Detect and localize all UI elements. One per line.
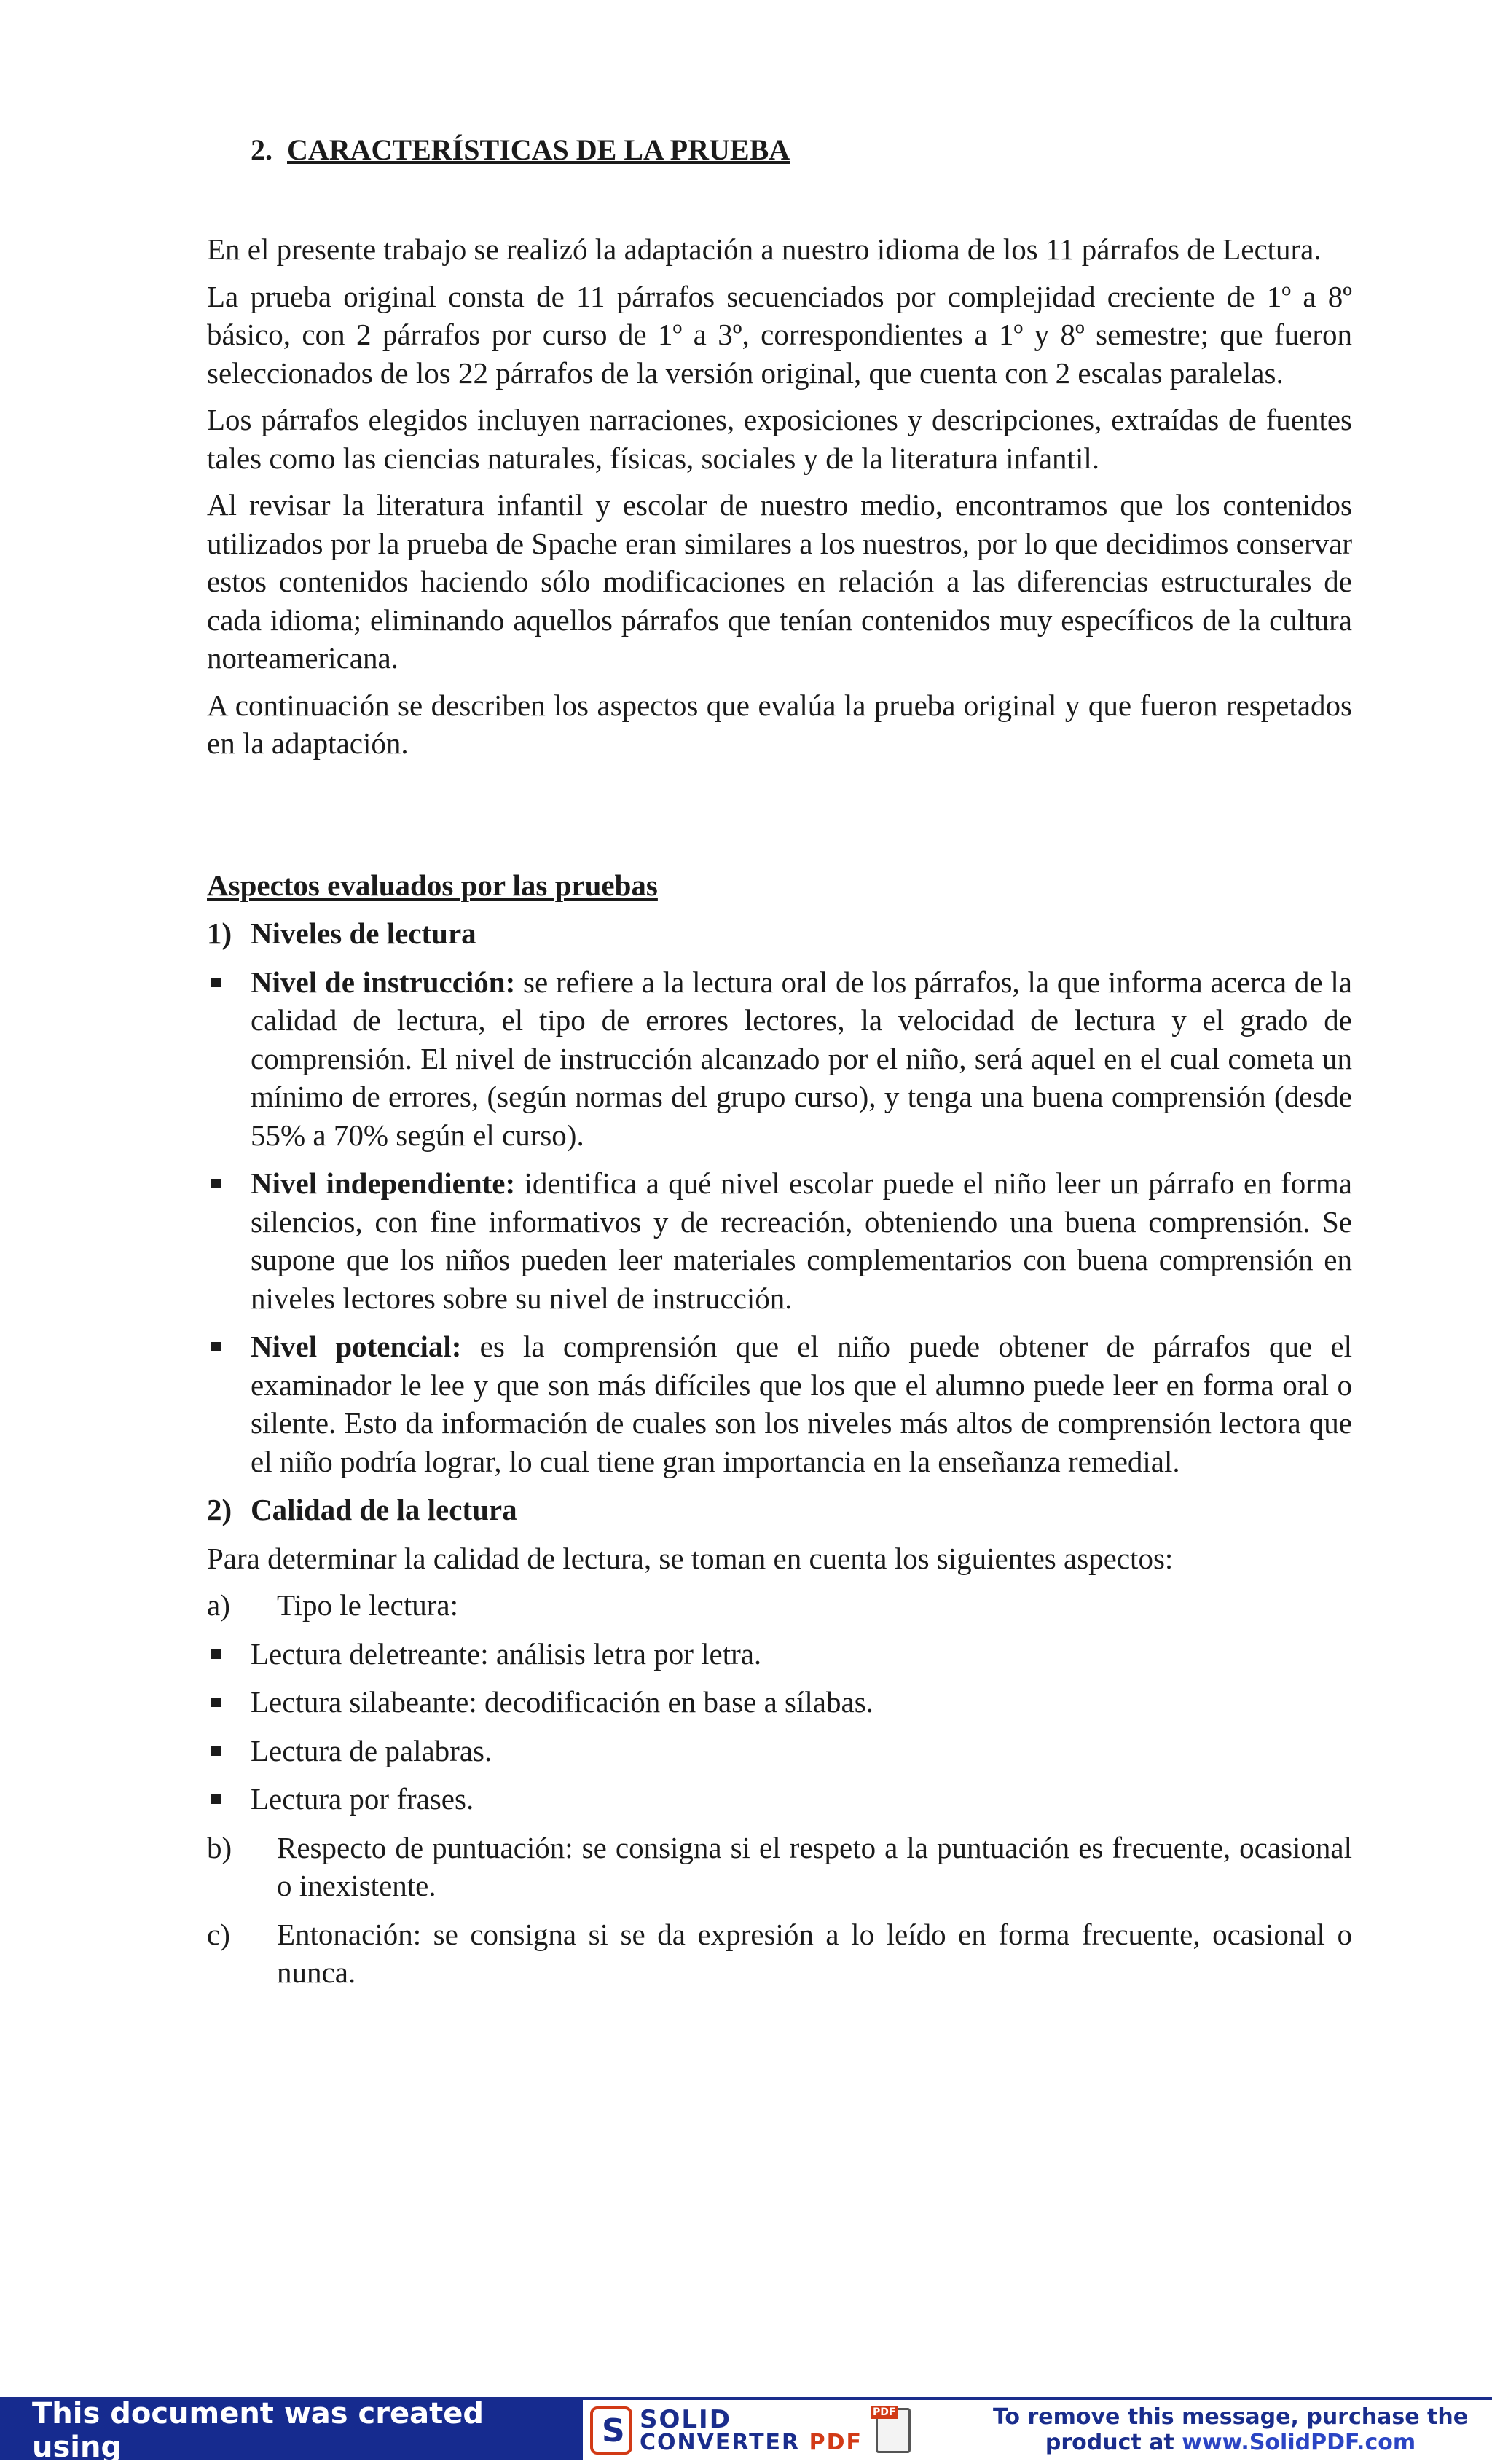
bullet-description: se refiere a la lectura oral de los párrafos, la que informa acerca de la calidad de lectura, el tipo de errores lectores, la velocidad de lectura y el grado de comprensión. El nivel de instrucción alcanzado por el niño, será aquel en el cual cometa un mínimo de errores, (según normas del grupo curso), y tenga una buena comprensión (desde 55% a 70% según el curso).: [251, 965, 1352, 1152]
bullet-text: [251, 1327, 1352, 1480]
list-item: [207, 963, 1352, 1155]
solidpdf-link[interactable]: www.SolidPDF.com: [1182, 2429, 1416, 2455]
logo-wordmark: [640, 2404, 863, 2455]
bullet-description: identifica a qué nivel escolar puede el niño leer un párrafo en forma silencios, con fine informativos y de recreación, obteniendo una buena comprensión. Se supone que los niños pueden leer materiales complementarios con buena comprensión en niveles lectores sobre su nivel de instrucción.: [251, 1166, 1352, 1315]
list-item: [207, 1780, 1352, 1818]
reading-type: Lectura por frases.: [251, 1782, 474, 1816]
alpha-item-a: [207, 1586, 1352, 1625]
bullet-term: Nivel potencial:: [251, 1330, 462, 1363]
reading-type: Lectura de palabras.: [251, 1733, 492, 1767]
banner-left-text: This document was created using: [0, 2400, 583, 2460]
solid-converter-logo[interactable]: [583, 2400, 969, 2460]
quality-intro: Para determinar la calidad de lectura, se toman en cuenta los siguientes aspectos:: [207, 1541, 1174, 1575]
logo-line1: SOLID: [640, 2404, 731, 2434]
banner-right-text: [969, 2400, 1492, 2460]
quality-title: Calidad de la lectura: [251, 1493, 517, 1526]
list-item: [207, 1327, 1352, 1480]
bullet-description: es la comprensión que el niño puede obtener de párrafos que el examinador le lee y que son más difíciles que los que el alumno puede leer en forma oral o silente. Esto da información de cuales son los niveles más altos de comprensión lectora que el niño podría lograr, lo cual tiene gran importancia en la enseñanza remedial.: [251, 1330, 1352, 1478]
banner-right-line2: [1045, 2430, 1416, 2456]
levels-number: 1): [207, 917, 232, 950]
bullet-square-icon: [207, 1635, 251, 1674]
intro-paragraph: En el presente trabajo se realizó la adaptación a nuestro idioma de los 11 párrafos de Lectura.: [207, 232, 1322, 266]
solid-logo-icon: [590, 2406, 632, 2455]
list-item: [207, 1683, 1352, 1722]
section-title: CARACTERÍSTICAS DE LA PRUEBA: [287, 133, 790, 166]
banner-right-line1: To remove this message, purchase the: [992, 2404, 1469, 2430]
section-number: 2.: [251, 133, 272, 166]
list-item: [207, 1635, 1352, 1674]
levels-title: Niveles de lectura: [251, 917, 476, 950]
alpha-text: Respecto de puntuación: se consigna si el respeto a la puntuación es frecuente, ocasional o inexistente.: [277, 1830, 1352, 1902]
alpha-item-b: [207, 1829, 1352, 1905]
list-item: [207, 1732, 1352, 1770]
logo-pdf: PDF: [809, 2429, 863, 2455]
bullet-square-icon: [207, 1780, 251, 1818]
reading-type: Lectura deletreante: análisis letra por letra.: [251, 1636, 762, 1671]
quality-heading: [207, 1491, 1352, 1529]
bullet-text: [251, 1164, 1352, 1317]
logo-line2: [640, 2429, 863, 2455]
section-heading: [251, 131, 1352, 169]
bullet-text: [251, 963, 1352, 1155]
quality-number: 2): [207, 1493, 232, 1526]
bullet-square-icon: [207, 963, 251, 1155]
banner-prefix: product at: [1045, 2429, 1182, 2455]
intro-paragraph: A continuación se describen los aspectos que evalúa la prueba original y que fueron respetados en la adaptación.: [207, 688, 1352, 760]
bullet-square-icon: [207, 1164, 251, 1317]
bullet-term: Nivel de instrucción:: [251, 965, 516, 999]
logo-converter: CONVERTER: [640, 2429, 801, 2455]
watermark-banner: [0, 2396, 1492, 2464]
intro-paragraph: Los párrafos elegidos incluyen narraciones, exposiciones y descripciones, extraídas de fuentes tales como las ciencias naturales, físicas, sociales y de la literatura infantil.: [207, 403, 1352, 475]
intro-paragraph: La prueba original consta de 11 párrafos secuenciados por complejidad creciente de 1º a 8º básico, con 2 párrafos por curso de 1º a 3º, correspondientes a 1º y 8º semestre; que fueron seleccionados de los 22 párrafos de la versión original, que cuenta con 2 escalas paralelas.: [207, 279, 1352, 390]
levels-heading: [207, 914, 1352, 953]
aspects-heading: Aspectos evaluados por las pruebas: [207, 868, 658, 902]
bullet-square-icon: [207, 1327, 251, 1480]
reading-type: Lectura silabeante: decodificación en base a sílabas.: [251, 1685, 873, 1719]
alpha-label: a): [207, 1588, 230, 1622]
pdf-document-icon: [876, 2408, 911, 2453]
intro-paragraph: Al revisar la literatura infantil y escolar de nuestro medio, encontramos que los contenidos utilizados por la prueba de Spache eran similares a los nuestros, por lo que decidimos conservar estos contenidos haciendo sólo modificaciones en relación a las diferencias estructurales de cada idioma; eliminando aquellos párrafos que tenían contenidos muy específicos de la cultura norteamericana.: [207, 488, 1352, 675]
bullet-term: Nivel independiente:: [251, 1166, 516, 1200]
list-item: [207, 1164, 1352, 1317]
bullet-square-icon: [207, 1683, 251, 1722]
alpha-text: Tipo le lectura:: [277, 1588, 459, 1622]
document-page: [207, 131, 1352, 2002]
alpha-item-c: [207, 1915, 1352, 1992]
spacer: [207, 772, 1352, 866]
alpha-label: b): [207, 1830, 232, 1864]
bullet-square-icon: [207, 1732, 251, 1770]
alpha-label: c): [207, 1917, 230, 1951]
alpha-text: Entonación: se consigna si se da expresión a lo leído en forma frecuente, ocasional o nunca.: [277, 1917, 1352, 1989]
